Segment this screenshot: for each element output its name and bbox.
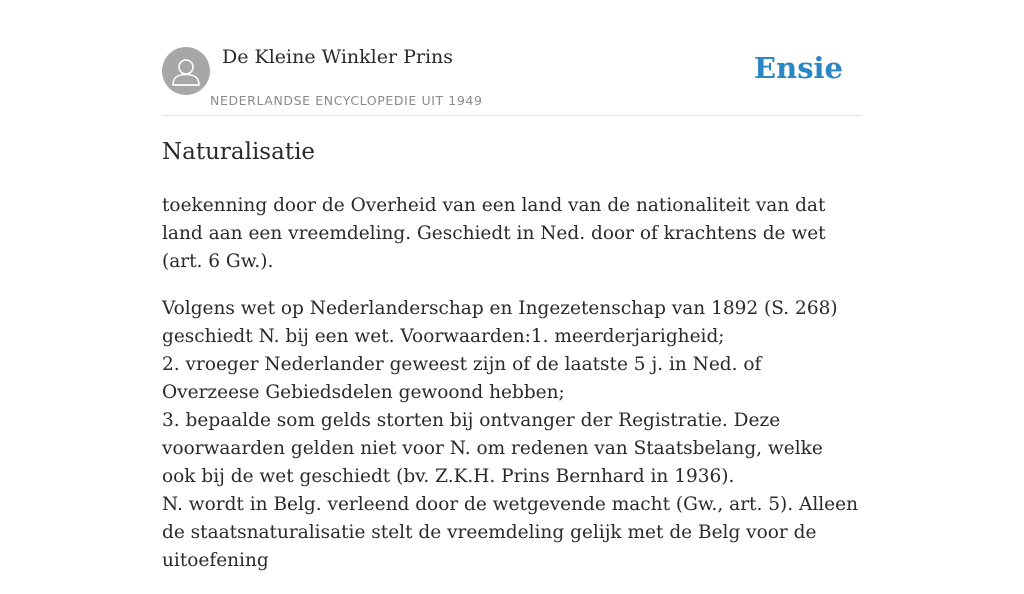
article-paragraph-1: toekenning door de Overheid van een land van de nationaliteit van dat land aan een vreemdeling. Geschiedt in Ned. door of krachtens de wet (art. 6 Gw.). xyxy=(162,195,826,272)
article-body xyxy=(162,192,862,594)
user-icon[interactable] xyxy=(162,47,210,95)
article-paragraph-2: Volgens wet op Nederlanderschap en Ingezetenschap van 1892 (S. 268) geschiedt N. bij een wet. Voorwaarden:1. meerderjarigheid; 2. vroeger Nederlander geweest zijn of de laatste 5 j. in Ned. of Overzeese Gebiedsdelen gewoond hebben; 3. bepaalde som gelds storten bij ontvanger der Registratie. Deze voorwaarden gelden niet voor N. om redenen van Staatsbelang, welke ook bij de wet geschiedt (bv. Z.K.H. Prins Bernhard in 1936). N. wordt in Belg. verleend door de wetgevende macht (Gw., art. 5). Alleen de staatsnaturalisatie stelt de vreemdeling gelijk met de Belg voor de uitoefening xyxy=(162,298,858,571)
site-title[interactable]: De Kleine Winkler Prins xyxy=(222,46,454,68)
site-header xyxy=(162,0,862,116)
site-subtitle: NEDERLANDSE ENCYCLOPEDIE UIT 1949 xyxy=(210,93,483,108)
article-title: Naturalisatie xyxy=(162,139,316,165)
page xyxy=(162,0,862,571)
brand-logo[interactable]: Ensie xyxy=(754,51,843,85)
